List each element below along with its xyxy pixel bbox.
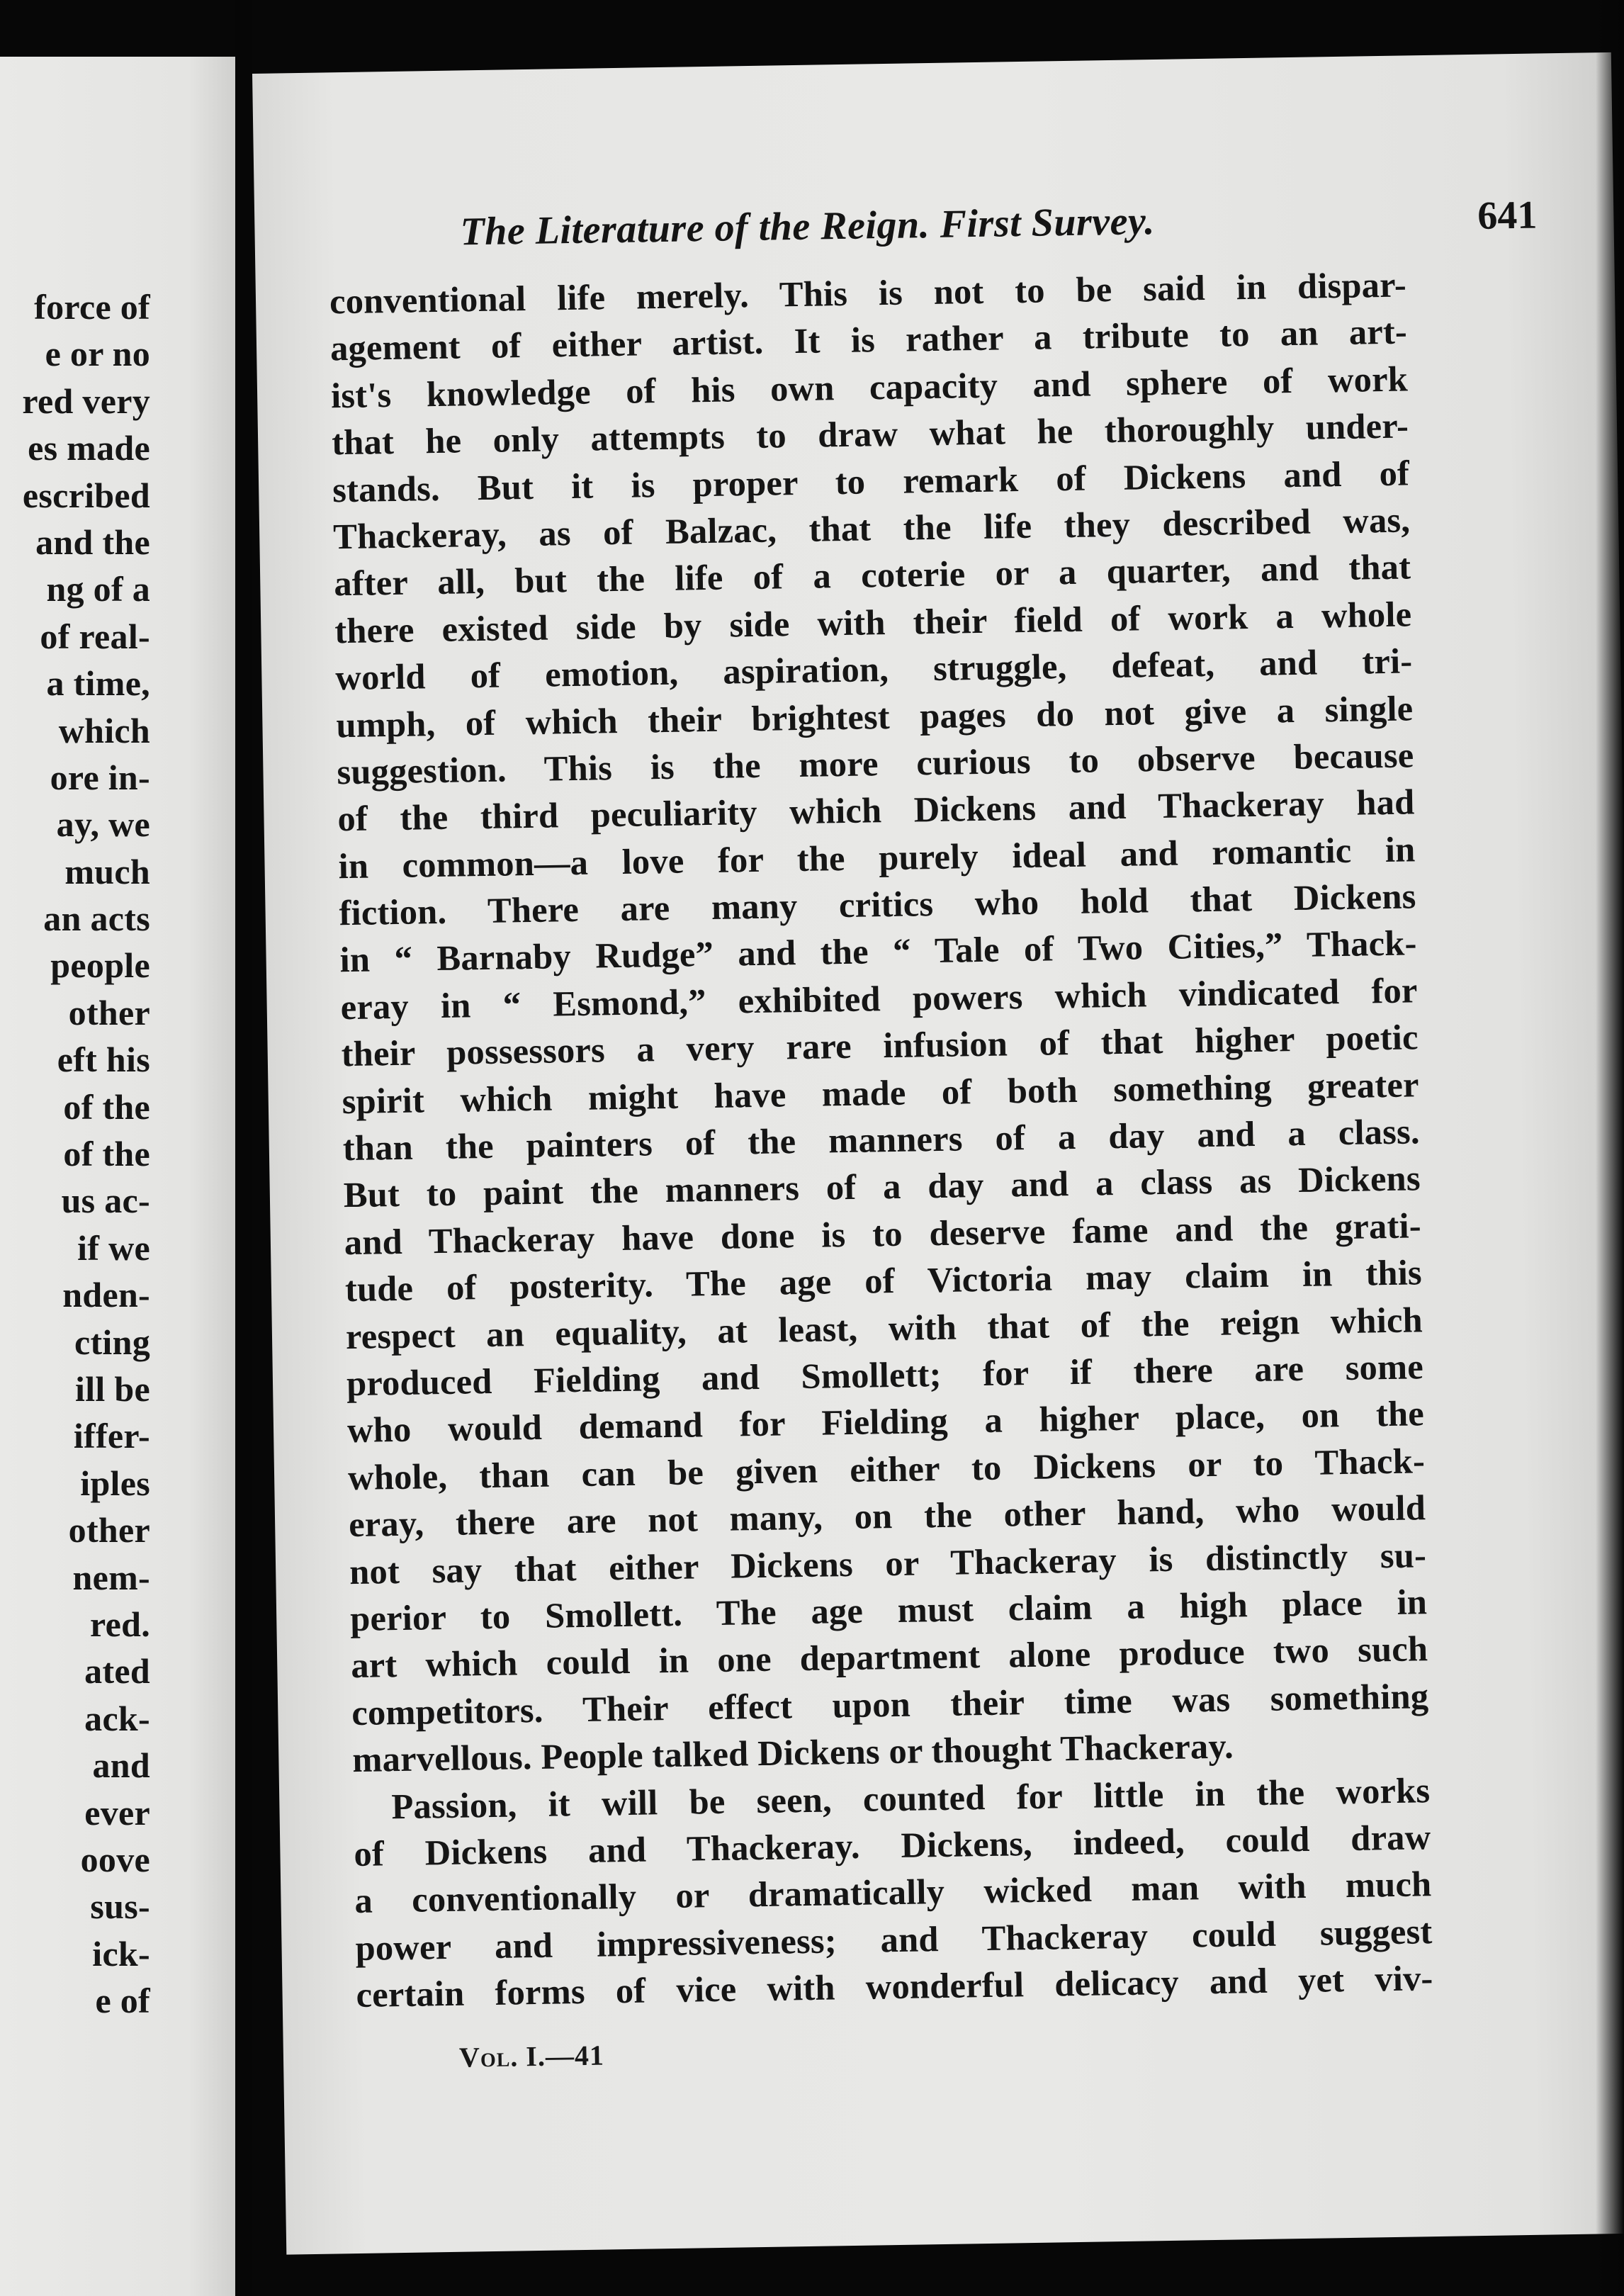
text-line: eray, there are not many, on the other hand, who would bbox=[348, 1487, 1426, 1545]
left-line: e or no bbox=[45, 334, 150, 374]
left-line: and bbox=[92, 1745, 150, 1786]
text-line: that he only attempts to draw what he thoroughly under- bbox=[331, 405, 1409, 463]
text-line: in common—a love for the purely ideal and romantic in bbox=[338, 829, 1416, 886]
previous-page-fragment bbox=[0, 57, 235, 2296]
text-line: stands. But it is proper to remark of Dickens and of bbox=[332, 452, 1410, 510]
text-line: certain forms of vice with wonderful delicacy and yet viv- bbox=[356, 1958, 1433, 2015]
book-gutter bbox=[235, 0, 252, 2296]
text-line: than the painters of the manners of a day and a class. bbox=[342, 1111, 1421, 1169]
left-line: ore in- bbox=[50, 757, 150, 797]
right-edge-shadow bbox=[1596, 0, 1624, 2296]
text-line: there existed side by side with their field of work a whole bbox=[334, 594, 1412, 651]
left-line: of real- bbox=[40, 616, 150, 656]
text-line: But to paint the manners of a day and a class as Dickens bbox=[343, 1158, 1421, 1215]
text-line: a conventionally or dramatically wicked man with much bbox=[354, 1864, 1432, 1921]
left-line: ack- bbox=[84, 1698, 150, 1738]
text-line: not say that either Dickens or Thackeray is distinctly su- bbox=[349, 1534, 1427, 1592]
running-header bbox=[460, 193, 1538, 266]
body-text bbox=[329, 261, 1433, 2018]
text-line: competitors. Their effect upon their time was something bbox=[351, 1675, 1429, 1733]
text-line: whole, than can be given either to Dickens or to Thack- bbox=[347, 1441, 1426, 1497]
left-line: red very bbox=[22, 381, 150, 421]
left-line: ill be bbox=[75, 1368, 150, 1409]
left-line: sus- bbox=[90, 1886, 150, 1927]
left-line: people bbox=[50, 945, 150, 986]
text-line: Thackeray, as of Balzac, that the life they described was, bbox=[332, 500, 1411, 557]
text-line: world of emotion, aspiration, struggle, defeat, and tri- bbox=[334, 641, 1413, 698]
left-line: oove bbox=[80, 1839, 150, 1879]
left-line: ated bbox=[84, 1651, 150, 1692]
text-line: of Dickens and Thackeray. Dickens, indeed, could draw bbox=[354, 1817, 1431, 1874]
left-line: nden- bbox=[62, 1275, 150, 1315]
left-line: much bbox=[64, 851, 150, 891]
left-line: other bbox=[68, 992, 150, 1032]
text-line: umph, of which their brightest pages do not give a single bbox=[336, 687, 1414, 745]
signature-mark: Vol. I.—41 bbox=[458, 2039, 605, 2073]
text-line: ist's knowledge of his own capacity and sphere of work bbox=[330, 359, 1409, 416]
text-line: produced Fielding and Smollett; for if there are some bbox=[346, 1346, 1424, 1404]
left-line: of the bbox=[63, 1086, 150, 1127]
text-line: eray in “ Esmond,” exhibited powers which vindicated for bbox=[340, 970, 1418, 1028]
text-line: suggestion. This is the more curious to observe because bbox=[337, 735, 1414, 792]
left-line: ay, we bbox=[56, 804, 150, 845]
left-line: e of bbox=[95, 1981, 150, 2021]
left-line: es made bbox=[28, 428, 150, 468]
text-line: respect an equality, at least, with that of the reign which bbox=[345, 1299, 1423, 1356]
page-number: 641 bbox=[1477, 193, 1538, 238]
left-line: cting bbox=[74, 1322, 150, 1362]
text-line: fiction. There are many critics who hold that Dickens bbox=[339, 876, 1416, 933]
left-line: if we bbox=[77, 1227, 150, 1268]
left-line: ick- bbox=[92, 1933, 150, 1974]
left-line: red. bbox=[90, 1604, 150, 1644]
left-line: us ac- bbox=[61, 1181, 150, 1221]
text-line: power and impressiveness; and Thackeray could suggest bbox=[355, 1910, 1433, 1968]
text-line: perior to Smollett. The age must claim a high place in bbox=[349, 1582, 1428, 1639]
left-line: iples bbox=[80, 1463, 150, 1503]
text-line: marvellous. People talked Dickens or thought Thackeray. bbox=[351, 1726, 1234, 1780]
left-line: of the bbox=[63, 1134, 150, 1174]
left-line: which bbox=[58, 710, 150, 750]
left-line: ever bbox=[84, 1792, 150, 1833]
text-line: who would demand for Fielding a higher place, on the bbox=[346, 1393, 1425, 1451]
text-line: tude of posterity. The age of Victoria may claim in this bbox=[344, 1252, 1423, 1310]
left-line: an acts bbox=[43, 899, 150, 939]
left-line: a time, bbox=[46, 663, 150, 704]
text-line: Passion, it will be seen, counted for little in the works bbox=[390, 1769, 1431, 1826]
running-title: The Literature of the Reign. First Survey. bbox=[460, 199, 1156, 254]
previous-page-text bbox=[0, 283, 150, 2024]
text-line: spirit which might have made of both something greater bbox=[342, 1064, 1420, 1121]
text-line: art which could in one department alone produce two such bbox=[350, 1628, 1428, 1686]
left-line: force of bbox=[34, 287, 150, 327]
current-page bbox=[252, 52, 1624, 2255]
text-line: their possessors a very rare infusion of that higher poetic bbox=[341, 1017, 1419, 1074]
left-line: escribed bbox=[22, 475, 150, 515]
text-line: of the third peculiarity which Dickens and Thackeray had bbox=[337, 782, 1415, 839]
text-line: conventional life merely. This is not to be said in dispar- bbox=[329, 264, 1407, 322]
left-line: ng of a bbox=[46, 569, 150, 609]
left-line: eft his bbox=[57, 1040, 150, 1080]
left-line: nem- bbox=[72, 1557, 150, 1597]
text-line: in “ Barnaby Rudge” and the “ Tale of Two Cities,” Thack- bbox=[339, 923, 1417, 980]
left-line: other bbox=[68, 1510, 150, 1551]
text-line: agement of either artist. It is rather a tribute to an art- bbox=[329, 311, 1408, 368]
left-line: iffer- bbox=[73, 1416, 150, 1456]
left-line: and the bbox=[35, 522, 150, 562]
text-line: after all, but the life of a coterie or a quarter, and that bbox=[333, 546, 1411, 604]
text-line: and Thackeray have done is to deserve fame and the grati- bbox=[344, 1205, 1422, 1262]
